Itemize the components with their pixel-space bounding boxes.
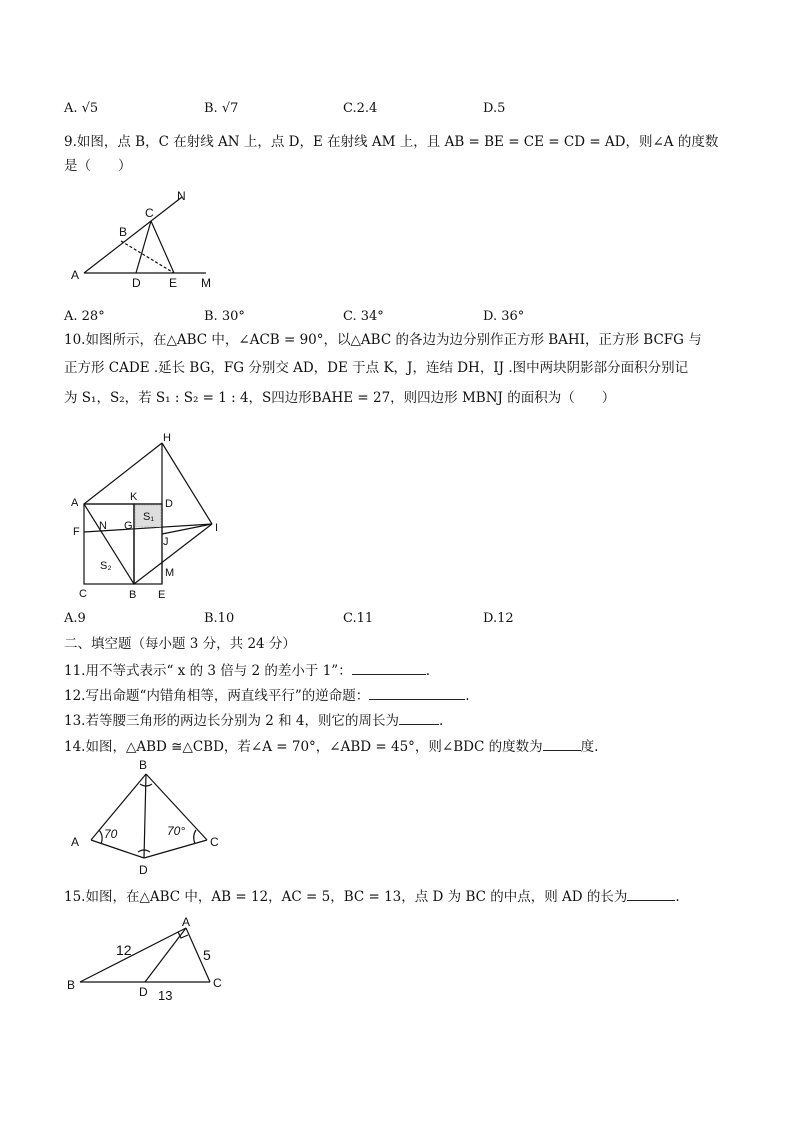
label-a: A xyxy=(182,915,191,929)
q14-figure xyxy=(64,758,234,878)
q11-line xyxy=(64,660,430,680)
label-b: B xyxy=(67,978,76,992)
label-m: M xyxy=(165,567,175,579)
label-a: A xyxy=(71,835,80,849)
ray-an xyxy=(84,197,182,273)
q9-stem-line1: 9.如图，点 B，C 在射线 AN 上，点 D，E 在射线 AM 上，且 AB = BE = CE = CD = AD，则∠A 的度数 xyxy=(64,134,719,150)
q15-end: . xyxy=(675,889,680,905)
q9-option-d: D. 36° xyxy=(483,309,525,324)
q8-option-d: D.5 xyxy=(483,101,506,116)
label-d: D xyxy=(132,276,141,290)
segment-ce xyxy=(151,221,174,273)
q10-option-c: C.11 xyxy=(343,611,374,626)
label-angle-a: 70 xyxy=(104,827,118,841)
label-c: C xyxy=(145,206,154,220)
q10-option-d: D.12 xyxy=(483,611,514,626)
q15-text: 15.如图，在△ABC 中，AB = 12，AC = 5，BC = 13，点 D 为 BC 的中点，则 AD 的长为 xyxy=(64,889,628,905)
segment-ab xyxy=(84,504,134,584)
q13-text: 13.若等腰三角形的两边长分别为 2 和 4，则它的周长为 xyxy=(64,713,400,729)
label-s1: S₁ xyxy=(143,511,155,523)
q13-answer-blank[interactable] xyxy=(399,710,439,725)
label-g: G xyxy=(124,520,133,532)
segment-hi xyxy=(162,443,212,524)
q12-text: 12.写出命题“内错角相等，两直线平行”的逆命题： xyxy=(64,688,370,704)
label-angle-c: 70° xyxy=(167,824,186,838)
label-s2: S₂ xyxy=(100,560,112,572)
label-a: A xyxy=(71,268,80,282)
label-d: D xyxy=(139,985,148,999)
label-h: H xyxy=(163,432,171,444)
label-b: B xyxy=(119,225,128,239)
q11-end: . xyxy=(425,663,430,679)
q15-line xyxy=(64,886,680,906)
q10-figure xyxy=(64,428,234,606)
q15-figure xyxy=(64,915,234,1005)
q14-text: 14.如图，△ABD ≅△CBD，若∠A = 70°，∠ABD = 45°，则∠BDC 的度数为 xyxy=(64,739,543,755)
q8-option-b: B. √7 xyxy=(204,101,239,116)
segment-ah xyxy=(84,443,162,504)
q15-answer-blank[interactable] xyxy=(627,886,675,901)
label-j: J xyxy=(163,536,169,548)
label-e: E xyxy=(158,589,166,601)
q14-end: 度. xyxy=(580,739,599,755)
q14-line xyxy=(64,736,598,756)
q9-option-c: C. 34° xyxy=(343,309,384,324)
q12-end: . xyxy=(465,688,470,704)
q10-option-a: A.9 xyxy=(64,611,86,626)
label-d: D xyxy=(139,863,148,877)
label-i: I xyxy=(215,522,219,534)
q11-text: 11.用不等式表示“ x 的 3 倍与 2 的差小于 1”： xyxy=(64,663,352,679)
q13-end: . xyxy=(439,713,444,729)
angle-mark-a xyxy=(99,830,102,844)
q8-option-c: C.2.4 xyxy=(343,101,378,116)
label-e: E xyxy=(169,276,178,290)
q8-option-a: A. √5 xyxy=(64,101,99,116)
label-ab-length: 12 xyxy=(116,942,132,958)
q9-stem-line2: 是（ ） xyxy=(64,158,132,174)
label-b: B xyxy=(129,589,137,601)
q12-line xyxy=(64,685,470,705)
label-m: M xyxy=(201,276,211,290)
segment-cd xyxy=(136,221,151,273)
q10-stem-line1: 10.如图所示，在△ABC 中，∠ACB = 90°，以△ABC 的各边为边分别作正方形 BAHI，正方形 BCFG 与 xyxy=(64,332,702,348)
q13-line xyxy=(64,710,443,730)
q10-stem-line2: 正方形 CADE .延长 BG，FG 分别交 AD，DE 于点 K，J，连结 DH，IJ .图中两块阴影部分面积分别记 xyxy=(64,360,689,376)
q11-answer-blank[interactable] xyxy=(352,660,426,675)
label-f: F xyxy=(73,526,80,538)
label-b: B xyxy=(139,758,148,772)
label-bc-length: 13 xyxy=(158,988,173,1003)
label-c: C xyxy=(210,835,219,849)
q14-answer-blank[interactable] xyxy=(543,736,581,751)
q9-option-a: A. 28° xyxy=(64,309,105,324)
label-n: N xyxy=(99,520,107,532)
label-k: K xyxy=(130,491,138,503)
label-a: A xyxy=(71,497,79,509)
label-n: N xyxy=(177,189,186,203)
segment-cd xyxy=(144,840,207,858)
segment-be xyxy=(121,241,174,273)
label-c: C xyxy=(213,976,222,990)
q10-option-b: B.10 xyxy=(204,611,235,626)
angle-mark-c xyxy=(194,830,196,844)
section2-heading: 二、填空题（每小题 3 分，共 24 分） xyxy=(64,636,296,652)
label-ac-length: 5 xyxy=(203,947,211,963)
label-d: D xyxy=(165,498,173,510)
q10-stem-line3: 为 S₁，S₂，若 S₁ : S₂ = 1 : 4，S四边形BAHE = 27，则四边形 MBNJ 的面积为（ ） xyxy=(64,390,616,406)
q12-answer-blank[interactable] xyxy=(369,685,465,700)
label-c: C xyxy=(79,588,87,600)
q9-option-b: B. 30° xyxy=(204,309,245,324)
q9-figure xyxy=(64,186,224,296)
segment-ad xyxy=(91,840,144,858)
segment-ab xyxy=(80,928,186,982)
